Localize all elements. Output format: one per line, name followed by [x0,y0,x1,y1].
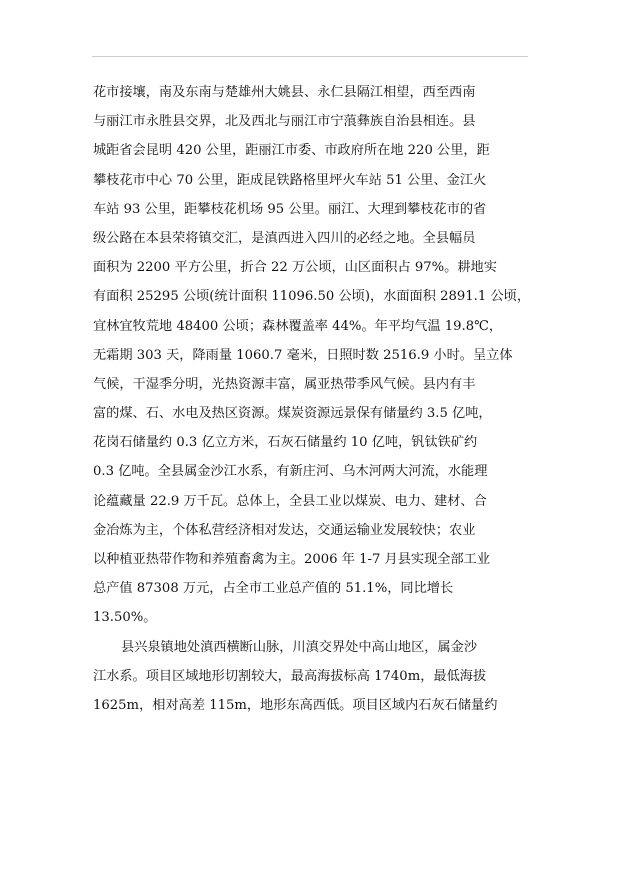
text-line: 以种植亚热带作物和养殖畜禽为主。2006 年 1-7 月县实现全部工业 [93,552,491,567]
text-line: 面积为 2200 平方公里，折合 22 万公顷，山区面积占 97%。耕地实 [93,260,497,276]
text-line: 县兴泉镇地处滇西横断山脉，川滇交界处中高山地区，属金沙 [121,639,478,655]
text-line: 13.50%。 [93,610,157,626]
text-line: 有面积 25295 公顷(统计面积 11096.50 公顷)，水面面积 2891.1 公顷， [93,289,531,305]
text-line: 城距省会昆明 420 公里，距丽江市委、市政府所在地 220 公里，距 [93,143,490,159]
text-line: 级公路在本县荣将镇交汇，是滇西进入四川的必经之地。全县幅员 [93,230,476,246]
text-line: 花岗石储量约 0.3 亿立方米，石灰石储量约 10 亿吨，钒钛铁矿约 [93,435,478,451]
text-line: 总产值 87308 万元，占全市工业总产值的 51.1%，同比增长 [93,581,454,597]
text-line: 气候，干湿季分明，光热资源丰富，属亚热带季风气候。县内有丰 [93,376,476,392]
text-line: 宜林宜牧荒地 48400 公顷；森林覆盖率 44%。年平均气温 19.8℃， [93,318,503,334]
text-line: 富的煤、石、水电及热区资源。煤炭资源远景保有储量约 3.5 亿吨， [93,406,492,422]
text-line: 花市接壤，南及东南与楚雄州大姚县、永仁县隔江相望，西至西南 [93,85,476,100]
body-text [93,78,533,720]
text-line: 无霜期 303 天，降雨量 1060.7 毫米，日照时数 2516.9 小时。呈立体 [93,347,513,363]
text-line: 与丽江市永胜县交界，北及西北与丽江市宁蒗彝族自治县相连。县 [93,114,476,130]
text-line: 论蕴藏量 22.9 万千瓦。总体上，全县工业以煤炭、电力、建材、合 [93,493,487,509]
text-line: 攀枝花市中心 70 公里，距成昆铁路格里坪火车站 51 公里、金江火 [93,172,487,188]
header-rule [92,56,528,57]
text-line: 江水系。项目区域地形切割较大，最高海拔标高 1740m，最低海拔 [93,668,487,684]
text-line: 1625m，相对高差 115m，地形东高西低。项目区域内石灰石储量约 [93,697,498,713]
text-line: 0.3 亿吨。全县属金沙江水系，有新庄河、乌木河两大河流，水能理 [93,464,488,480]
text-line: 车站 93 公里，距攀枝花机场 95 公里。丽江、大理到攀枝花市的省 [93,201,487,217]
text-line: 金冶炼为主，个体私营经济相对发达，交通运输业发展较快；农业 [93,522,476,538]
